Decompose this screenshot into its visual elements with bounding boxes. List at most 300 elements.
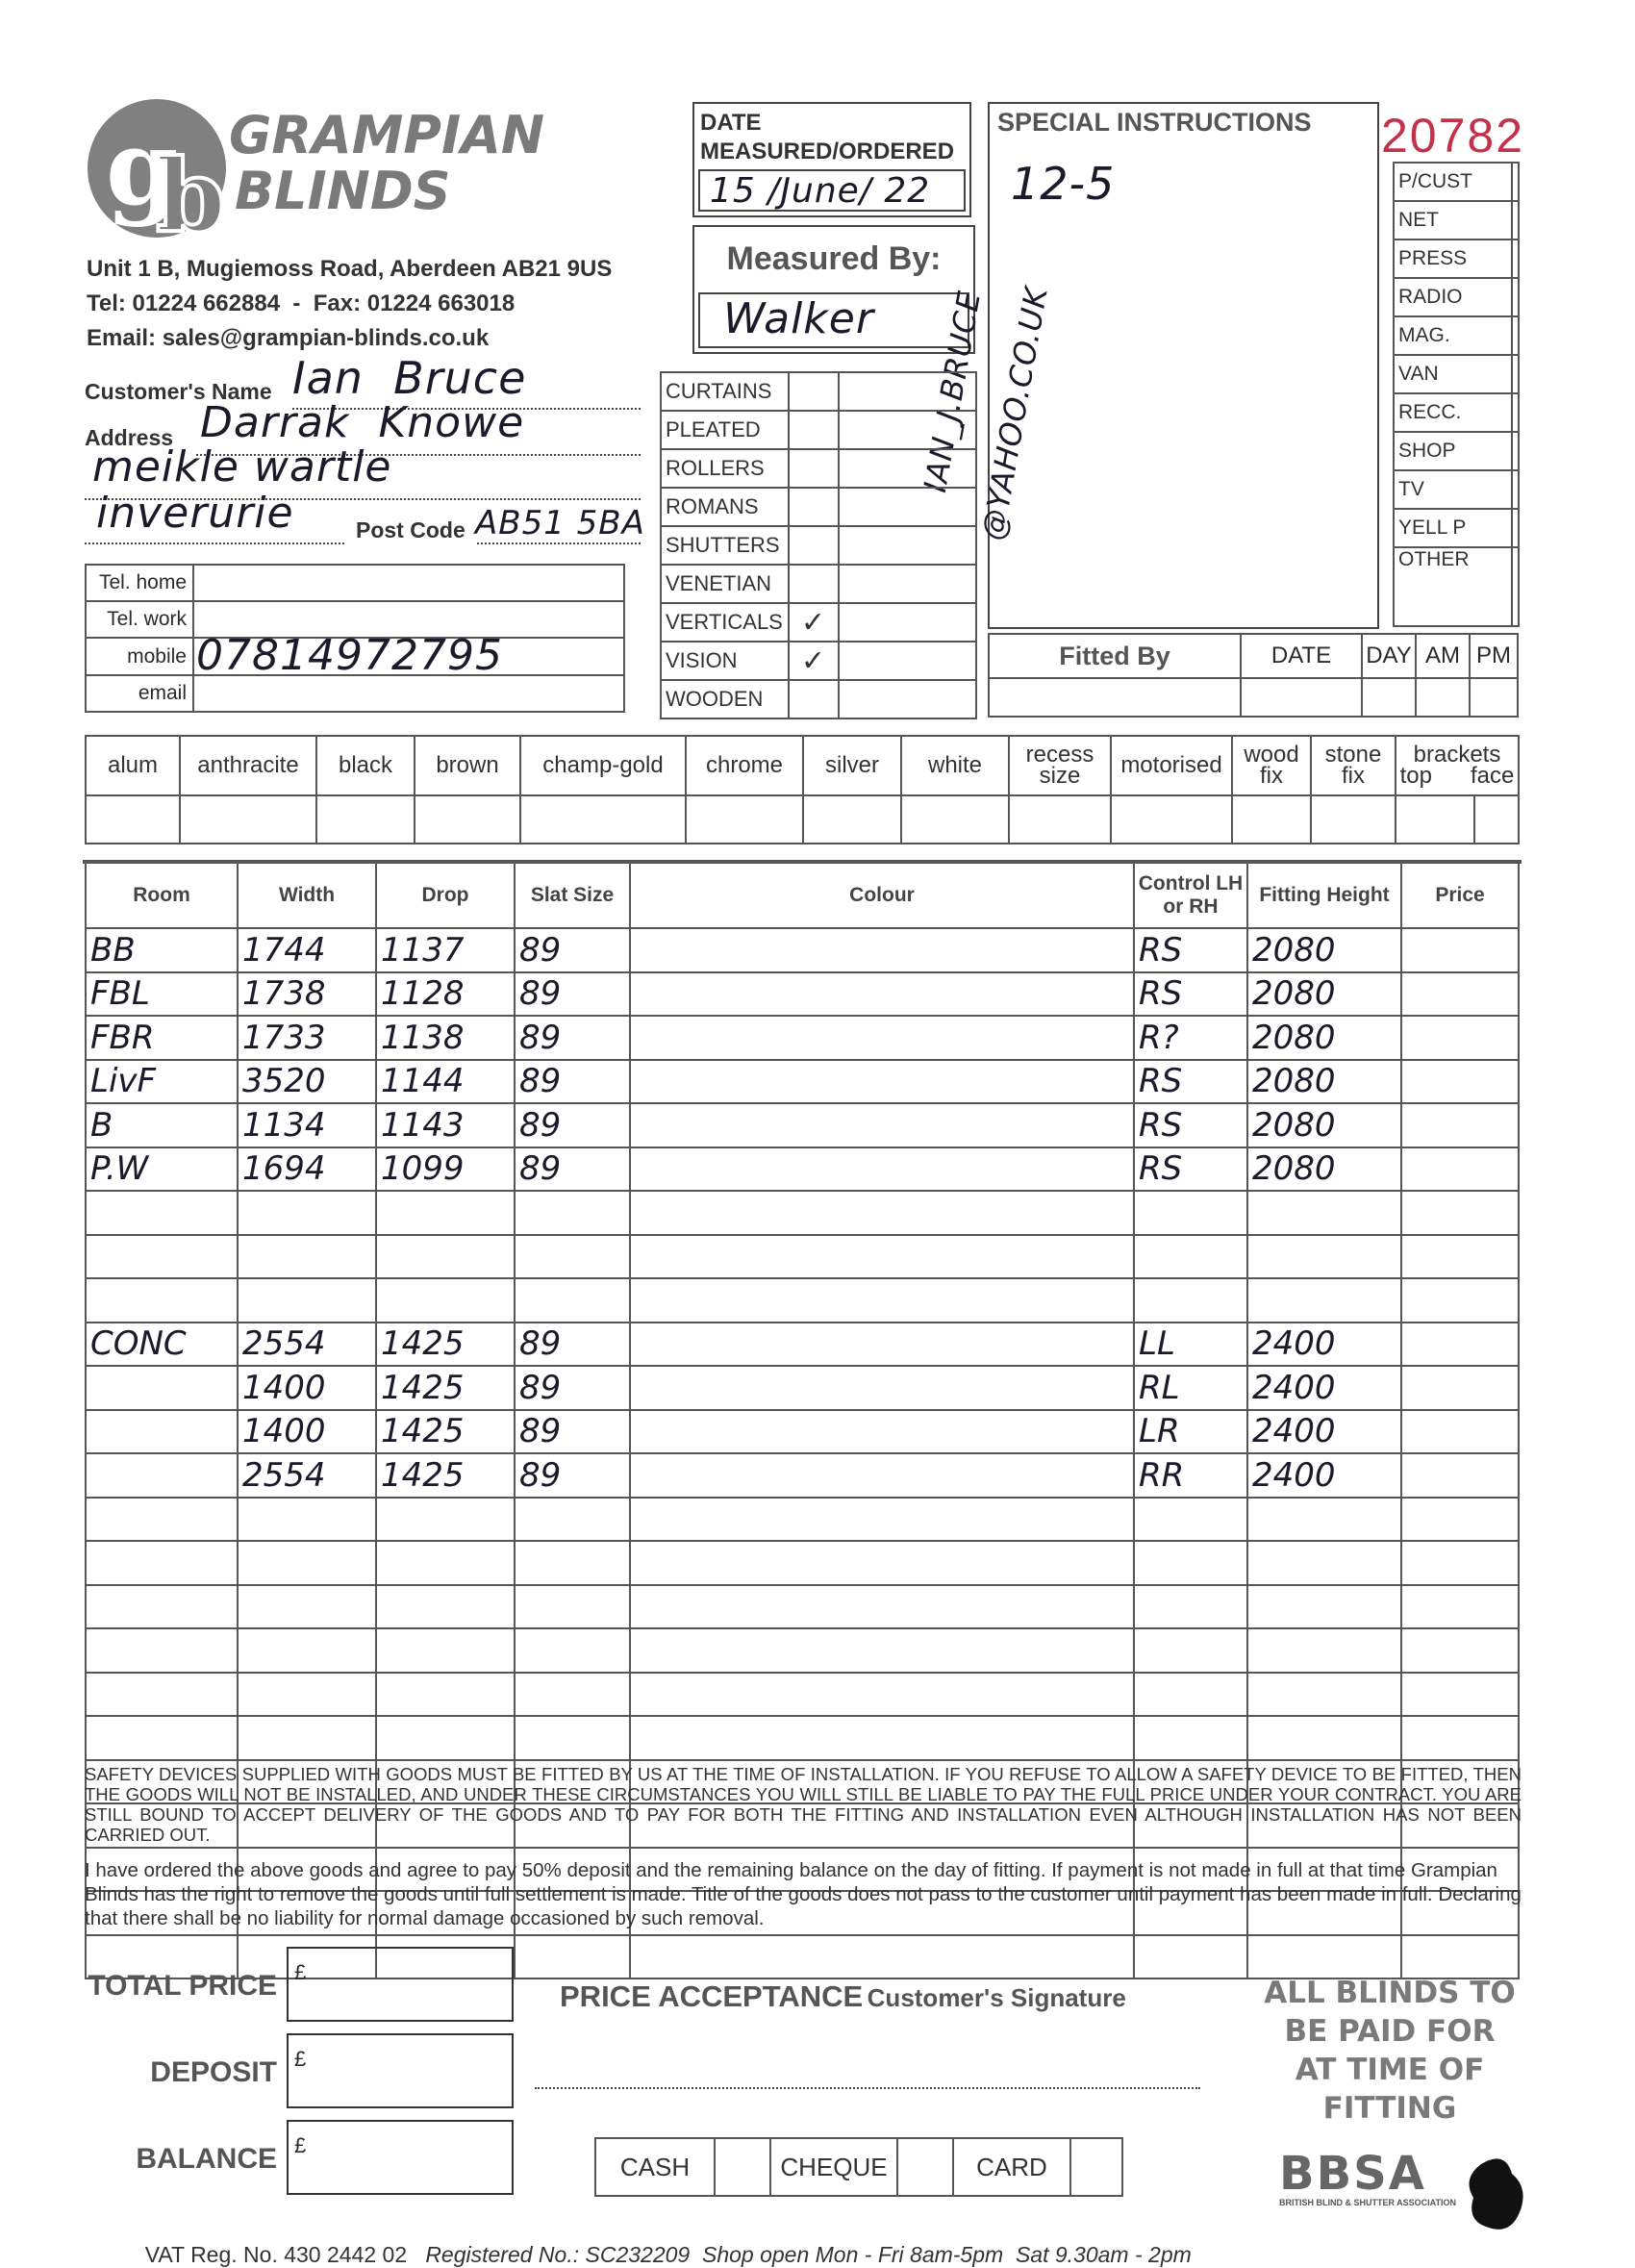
cell-fitting[interactable]: 2400 bbox=[1247, 1410, 1401, 1454]
blind-type-label: VENETIAN bbox=[661, 565, 789, 603]
company-name-line1: GRAMPIAN bbox=[229, 105, 545, 165]
cell-price[interactable] bbox=[1401, 1410, 1519, 1454]
address-value-2: meikle wartle bbox=[92, 442, 392, 491]
table-row bbox=[86, 1060, 1519, 1104]
cell-price[interactable] bbox=[1401, 1673, 1519, 1717]
blind-type-checkbox[interactable] bbox=[789, 372, 839, 411]
fitted-am-label: AM bbox=[1416, 634, 1470, 678]
cell-colour[interactable] bbox=[630, 1103, 1134, 1147]
cell-drop[interactable]: 1128 bbox=[376, 972, 515, 1017]
tel-work-label: Tel. work bbox=[86, 601, 193, 638]
cell-fitting[interactable]: 2080 bbox=[1247, 1103, 1401, 1147]
cell-slat[interactable]: 89 bbox=[515, 1103, 630, 1147]
date-measured-box bbox=[692, 102, 971, 217]
cell-slat[interactable] bbox=[515, 1278, 630, 1323]
source-label: TV bbox=[1394, 470, 1512, 509]
cell-fitting[interactable] bbox=[1247, 1498, 1401, 1542]
cell-slat[interactable]: 89 bbox=[515, 1323, 630, 1367]
fitted-by-field[interactable] bbox=[989, 678, 1241, 717]
blind-type-checkbox[interactable] bbox=[789, 603, 839, 642]
blind-type-label: SHUTTERS bbox=[661, 526, 789, 565]
blind-type-notes[interactable] bbox=[839, 680, 976, 718]
cell-fitting[interactable] bbox=[1247, 1541, 1401, 1585]
blind-type-notes[interactable] bbox=[839, 603, 976, 642]
customer-name-value: Ian Bruce bbox=[292, 352, 527, 404]
cell-colour[interactable] bbox=[630, 1585, 1134, 1629]
card-label: CARD bbox=[953, 2138, 1070, 2196]
cell-slat[interactable]: 89 bbox=[515, 1060, 630, 1104]
cell-slat[interactable] bbox=[515, 1585, 630, 1629]
source-label: OTHER bbox=[1394, 547, 1512, 626]
cell-colour[interactable] bbox=[630, 1366, 1134, 1410]
cell-room[interactable] bbox=[86, 1673, 238, 1717]
cell-control[interactable]: RS bbox=[1134, 1060, 1247, 1104]
color-option-label: recess size bbox=[1009, 736, 1111, 795]
blind-type-notes[interactable] bbox=[839, 526, 976, 565]
color-option-field[interactable] bbox=[520, 795, 686, 844]
cell-price[interactable] bbox=[1401, 1366, 1519, 1410]
balance-field[interactable] bbox=[287, 2120, 514, 2195]
cell-width[interactable]: 2554 bbox=[238, 1453, 376, 1498]
cell-price[interactable] bbox=[1401, 1235, 1519, 1279]
measured-by-box bbox=[692, 225, 975, 354]
postcode-value: AB51 5BA bbox=[475, 504, 645, 542]
brackets-top-field[interactable] bbox=[1396, 795, 1474, 844]
cell-colour[interactable] bbox=[630, 1060, 1134, 1104]
cell-colour[interactable] bbox=[630, 1235, 1134, 1279]
cell-slat[interactable]: 89 bbox=[515, 1366, 630, 1410]
column-header-width: Width bbox=[238, 863, 376, 928]
source-label: RADIO bbox=[1394, 278, 1512, 316]
cell-drop[interactable]: 1143 bbox=[376, 1103, 515, 1147]
cell-drop[interactable] bbox=[376, 1278, 515, 1323]
cell-colour[interactable] bbox=[630, 1673, 1134, 1717]
cell-slat[interactable] bbox=[515, 1673, 630, 1717]
cell-drop[interactable]: 1099 bbox=[376, 1147, 515, 1192]
cell-slat[interactable]: 89 bbox=[515, 1410, 630, 1454]
cell-room[interactable] bbox=[86, 1453, 238, 1498]
cell-room[interactable]: FBL bbox=[86, 972, 238, 1017]
blind-type-checkbox[interactable] bbox=[789, 488, 839, 526]
source-checkbox[interactable] bbox=[1512, 547, 1519, 626]
table-row bbox=[86, 972, 1519, 1017]
cell-colour[interactable] bbox=[630, 1323, 1134, 1367]
cell-price[interactable] bbox=[1401, 1585, 1519, 1629]
cell-fitting[interactable] bbox=[1247, 1628, 1401, 1673]
brackets-header bbox=[1396, 736, 1519, 795]
cell-fitting[interactable] bbox=[1247, 1191, 1401, 1235]
balance-currency: £ bbox=[294, 2133, 307, 2157]
deposit-currency: £ bbox=[294, 2047, 307, 2071]
company-email: Email: sales@grampian-blinds.co.uk bbox=[87, 325, 490, 351]
cell-control[interactable] bbox=[1134, 1278, 1247, 1323]
blind-type-notes[interactable] bbox=[839, 411, 976, 449]
bbsa-logo-caption: BRITISH BLIND & SHUTTER ASSOCIATION bbox=[1279, 2198, 1456, 2207]
cell-control[interactable]: RS bbox=[1134, 1147, 1247, 1192]
color-option-field[interactable] bbox=[415, 795, 520, 844]
cell-width[interactable] bbox=[238, 1498, 376, 1542]
measured-ordered-label: MEASURED/ORDERED bbox=[700, 139, 955, 164]
cell-fitting[interactable]: 2080 bbox=[1247, 972, 1401, 1017]
cell-drop[interactable] bbox=[376, 1498, 515, 1542]
cell-control[interactable] bbox=[1134, 1191, 1247, 1235]
source-checkbox[interactable] bbox=[1512, 393, 1519, 432]
cell-price[interactable] bbox=[1401, 1060, 1519, 1104]
color-option-label: anthracite bbox=[180, 736, 316, 795]
cell-colour[interactable] bbox=[630, 1453, 1134, 1498]
fitted-pm-field[interactable] bbox=[1470, 678, 1518, 717]
blind-type-notes[interactable] bbox=[839, 449, 976, 488]
source-checkbox[interactable] bbox=[1512, 201, 1519, 239]
cell-slat[interactable]: 89 bbox=[515, 1147, 630, 1192]
cell-room[interactable]: BB bbox=[86, 928, 238, 972]
card-checkbox[interactable] bbox=[1070, 2138, 1122, 2196]
cell-slat[interactable]: 89 bbox=[515, 1016, 630, 1060]
cell-control[interactable]: RS bbox=[1134, 972, 1247, 1017]
payment-notice bbox=[1231, 1974, 1548, 2128]
cell-drop[interactable]: 1425 bbox=[376, 1453, 515, 1498]
table-row bbox=[86, 1103, 1519, 1147]
color-options-table bbox=[85, 735, 1520, 844]
column-header-control: Control LH or RH bbox=[1134, 863, 1247, 928]
cell-price[interactable] bbox=[1401, 1628, 1519, 1673]
table-row bbox=[86, 1410, 1519, 1454]
cell-room[interactable] bbox=[86, 1628, 238, 1673]
cell-colour[interactable] bbox=[630, 1147, 1134, 1192]
fitted-am-field[interactable] bbox=[1416, 678, 1470, 717]
source-checkbox[interactable] bbox=[1512, 239, 1519, 278]
cell-width[interactable]: 2554 bbox=[238, 1323, 376, 1367]
cell-fitting[interactable]: 2400 bbox=[1247, 1453, 1401, 1498]
cell-width[interactable]: 1400 bbox=[238, 1366, 376, 1410]
cell-control[interactable]: RL bbox=[1134, 1366, 1247, 1410]
table-row bbox=[86, 1498, 1519, 1542]
cell-width[interactable]: 1733 bbox=[238, 1016, 376, 1060]
table-row bbox=[86, 1147, 1519, 1192]
source-label: VAN bbox=[1394, 355, 1512, 393]
table-row bbox=[86, 1278, 1519, 1323]
color-option-field[interactable] bbox=[86, 795, 180, 844]
terms-text: I have ordered the above goods and agree to pay 50% deposit and the remaining balance on the day of fitting. If payment is not made in full at that time Grampian Blinds has the right to remove the goods until full settlement is made. Title of the goods does not pass to the customer until payment has been made in full. Declaring that there shall be no liability for normal damage occasioned by such removal. bbox=[85, 1859, 1522, 1929]
cell-room[interactable]: B bbox=[86, 1103, 238, 1147]
cell-price[interactable] bbox=[1401, 1103, 1519, 1147]
cell-fitting[interactable] bbox=[1247, 1716, 1401, 1760]
cell-drop[interactable] bbox=[376, 1585, 515, 1629]
special-instructions-label: SPECIAL INSTRUCTIONS bbox=[997, 108, 1312, 137]
cell-width[interactable]: 1400 bbox=[238, 1410, 376, 1454]
cell-control[interactable]: LR bbox=[1134, 1410, 1247, 1454]
cell-control[interactable]: LL bbox=[1134, 1323, 1247, 1367]
fitted-by-label: Fitted By bbox=[989, 634, 1241, 678]
email-label: email bbox=[86, 675, 193, 712]
table-row bbox=[86, 928, 1519, 972]
payment-method-table bbox=[594, 2137, 1123, 2197]
source-checkbox[interactable] bbox=[1512, 509, 1519, 547]
cell-drop[interactable]: 1144 bbox=[376, 1060, 515, 1104]
source-checkbox[interactable] bbox=[1512, 432, 1519, 470]
cell-width[interactable] bbox=[238, 1278, 376, 1323]
cash-checkbox[interactable] bbox=[715, 2138, 770, 2196]
cell-price[interactable] bbox=[1401, 1498, 1519, 1542]
blind-type-label: WOODEN bbox=[661, 680, 789, 718]
cell-room[interactable] bbox=[86, 1585, 238, 1629]
color-option-field[interactable] bbox=[1009, 795, 1111, 844]
cell-slat[interactable] bbox=[515, 1935, 630, 1979]
address-value-3: inverurie bbox=[96, 489, 294, 538]
color-option-label: wood fix bbox=[1232, 736, 1311, 795]
address-label: Address bbox=[85, 425, 174, 450]
blind-type-label: VISION bbox=[661, 642, 789, 680]
color-option-field[interactable] bbox=[803, 795, 901, 844]
source-checkbox[interactable] bbox=[1512, 316, 1519, 355]
blind-type-checkbox[interactable] bbox=[789, 411, 839, 449]
special-note: 12-5 bbox=[1011, 158, 1116, 210]
cell-slat[interactable] bbox=[515, 1191, 630, 1235]
measured-by-label: Measured By: bbox=[726, 240, 942, 277]
cell-width[interactable] bbox=[238, 1585, 376, 1629]
cell-control[interactable] bbox=[1134, 1235, 1247, 1279]
cell-fitting[interactable] bbox=[1247, 1278, 1401, 1323]
cell-price[interactable] bbox=[1401, 1278, 1519, 1323]
cell-drop[interactable]: 1138 bbox=[376, 1016, 515, 1060]
cell-colour[interactable] bbox=[630, 1498, 1134, 1542]
mobile-field[interactable] bbox=[193, 631, 624, 680]
color-option-field[interactable] bbox=[180, 795, 316, 844]
cell-width[interactable] bbox=[238, 1628, 376, 1673]
cell-colour[interactable] bbox=[630, 1716, 1134, 1760]
cell-room[interactable] bbox=[86, 1278, 238, 1323]
table-row bbox=[86, 1716, 1519, 1760]
source-checkbox[interactable] bbox=[1512, 470, 1519, 509]
balance-label: BALANCE bbox=[136, 2143, 277, 2175]
source-checkbox[interactable] bbox=[1512, 278, 1519, 316]
blind-type-checkbox[interactable] bbox=[789, 680, 839, 718]
cell-control[interactable]: R? bbox=[1134, 1016, 1247, 1060]
cell-width[interactable]: 1738 bbox=[238, 972, 376, 1017]
blind-type-label: PLEATED bbox=[661, 411, 789, 449]
source-label: PRESS bbox=[1394, 239, 1512, 278]
cell-width[interactable]: 1134 bbox=[238, 1103, 376, 1147]
source-label: RECC. bbox=[1394, 393, 1512, 432]
cell-price[interactable] bbox=[1401, 1016, 1519, 1060]
color-option-label: chrome bbox=[686, 736, 803, 795]
cell-room[interactable] bbox=[86, 1410, 238, 1454]
cell-room[interactable] bbox=[86, 1235, 238, 1279]
source-checkbox[interactable] bbox=[1512, 163, 1519, 201]
cell-price[interactable] bbox=[1401, 1935, 1519, 1979]
blind-type-checkbox[interactable] bbox=[789, 642, 839, 680]
cell-room[interactable]: P.W bbox=[86, 1147, 238, 1192]
cell-drop[interactable]: 1137 bbox=[376, 928, 515, 972]
color-option-field[interactable] bbox=[1311, 795, 1396, 844]
total-currency: £ bbox=[294, 1960, 307, 1984]
cell-drop[interactable] bbox=[376, 1673, 515, 1717]
table-row bbox=[86, 1016, 1519, 1060]
cell-control[interactable]: RS bbox=[1134, 1103, 1247, 1147]
color-option-field[interactable] bbox=[316, 795, 415, 844]
cheque-checkbox[interactable] bbox=[897, 2138, 953, 2196]
cell-price[interactable] bbox=[1401, 928, 1519, 972]
cell-colour[interactable] bbox=[630, 1016, 1134, 1060]
cell-fitting[interactable] bbox=[1247, 1585, 1401, 1629]
color-option-label: white bbox=[901, 736, 1009, 795]
cell-width[interactable]: 1744 bbox=[238, 928, 376, 972]
tel-home-label: Tel. home bbox=[86, 565, 193, 601]
blind-type-label: ROMANS bbox=[661, 488, 789, 526]
safety-notice: SAFETY DEVICES SUPPLIED WITH GOODS MUST BE FITTED BY US AT THE TIME OF INSTALLATION. IF YOU REFUSE TO ALLOW A SAFETY DEVICE TO BE FITTED, THEN THE GOODS WILL NOT BE INSTALLED, AND UNDER THESE CIRCUMSTANCES YOU WILL STILL BE LIABLE TO PAY THE FULL PRICE UNDER YOUR CONTRACT. YOU ARE STILL BOUND TO ACCEPT DELIVERY OF THE GOODS AND TO PAY FOR BOTH THE FITTING AND INSTALLATION EVEN ALTHOUGH INSTALLATION HAS NOT BEEN CARRIED OUT. bbox=[85, 1764, 1522, 1845]
cell-width[interactable] bbox=[238, 1191, 376, 1235]
cell-room[interactable] bbox=[86, 1498, 238, 1542]
cell-drop[interactable] bbox=[376, 1191, 515, 1235]
cell-slat[interactable]: 89 bbox=[515, 928, 630, 972]
total-price-field[interactable] bbox=[287, 1947, 514, 2022]
cell-slat[interactable] bbox=[515, 1235, 630, 1279]
blind-type-table bbox=[660, 371, 977, 719]
cell-width[interactable] bbox=[238, 1541, 376, 1585]
color-option-label: champ-gold bbox=[520, 736, 686, 795]
contact-table bbox=[85, 564, 625, 713]
blind-type-label: VERTICALS bbox=[661, 603, 789, 642]
cell-colour[interactable] bbox=[630, 1278, 1134, 1323]
column-header-price: Price bbox=[1401, 863, 1519, 928]
cell-fitting[interactable] bbox=[1247, 1673, 1401, 1717]
cell-fitting[interactable] bbox=[1247, 1235, 1401, 1279]
cell-width[interactable] bbox=[238, 1235, 376, 1279]
cell-colour[interactable] bbox=[630, 1628, 1134, 1673]
cell-room[interactable] bbox=[86, 1541, 238, 1585]
cell-control[interactable] bbox=[1134, 1498, 1247, 1542]
cell-fitting[interactable]: 2080 bbox=[1247, 1147, 1401, 1192]
cell-slat[interactable]: 89 bbox=[515, 1453, 630, 1498]
fitted-day-label: DAY bbox=[1362, 634, 1416, 678]
table-row bbox=[86, 1366, 1519, 1410]
cell-room[interactable]: CONC bbox=[86, 1323, 238, 1367]
source-label: MAG. bbox=[1394, 316, 1512, 355]
fitted-date-field[interactable] bbox=[1241, 678, 1362, 717]
cell-slat[interactable] bbox=[515, 1541, 630, 1585]
cell-price[interactable] bbox=[1401, 972, 1519, 1017]
column-header-drop: Drop bbox=[376, 863, 515, 928]
date-value: 15 /June/ 22 bbox=[710, 171, 931, 211]
brackets-face-field[interactable] bbox=[1474, 795, 1519, 844]
cell-colour[interactable] bbox=[630, 1935, 1134, 1979]
cell-control[interactable]: RS bbox=[1134, 928, 1247, 972]
cell-control[interactable]: RR bbox=[1134, 1453, 1247, 1498]
blind-type-notes[interactable] bbox=[839, 642, 976, 680]
cell-width[interactable] bbox=[238, 1673, 376, 1717]
color-option-field[interactable] bbox=[1232, 795, 1311, 844]
cell-price[interactable] bbox=[1401, 1191, 1519, 1235]
cell-fitting[interactable]: 2080 bbox=[1247, 928, 1401, 972]
cell-room[interactable]: LivF bbox=[86, 1060, 238, 1104]
cell-drop[interactable] bbox=[376, 1716, 515, 1760]
cell-fitting[interactable]: 2080 bbox=[1247, 1016, 1401, 1060]
cell-price[interactable] bbox=[1401, 1147, 1519, 1192]
fitted-by-table bbox=[988, 633, 1519, 718]
cell-room[interactable] bbox=[86, 1366, 238, 1410]
price-acceptance-title: PRICE ACCEPTANCE bbox=[560, 1979, 864, 2013]
blind-type-notes[interactable] bbox=[839, 565, 976, 603]
cell-drop[interactable] bbox=[376, 1541, 515, 1585]
cell-price[interactable] bbox=[1401, 1453, 1519, 1498]
cell-fitting[interactable]: 2400 bbox=[1247, 1323, 1401, 1367]
table-row bbox=[86, 1585, 1519, 1629]
color-option-label: motorised bbox=[1111, 736, 1232, 795]
cell-room[interactable] bbox=[86, 1716, 238, 1760]
notice-line2: BE PAID FOR bbox=[1284, 2014, 1496, 2049]
notice-line4: FITTING bbox=[1322, 2091, 1457, 2126]
blind-type-label: ROLLERS bbox=[661, 449, 789, 488]
signature-line[interactable] bbox=[535, 2087, 1200, 2089]
cell-drop[interactable]: 1425 bbox=[376, 1323, 515, 1367]
cell-drop[interactable] bbox=[376, 1628, 515, 1673]
cell-price[interactable] bbox=[1401, 1716, 1519, 1760]
cell-room[interactable] bbox=[86, 1191, 238, 1235]
source-label: YELL P bbox=[1394, 509, 1512, 547]
cell-colour[interactable] bbox=[630, 1191, 1134, 1235]
cell-control[interactable] bbox=[1134, 1935, 1247, 1979]
cell-slat[interactable] bbox=[515, 1716, 630, 1760]
cell-colour[interactable] bbox=[630, 972, 1134, 1017]
notice-line3: AT TIME OF bbox=[1295, 2053, 1485, 2087]
deposit-field[interactable] bbox=[287, 2033, 514, 2108]
column-header-room: Room bbox=[86, 863, 238, 928]
source-label: P/CUST bbox=[1394, 163, 1512, 201]
vat-number: VAT Reg. No. 430 2442 02 bbox=[144, 2242, 408, 2267]
cell-control[interactable] bbox=[1134, 1673, 1247, 1717]
cell-slat[interactable]: 89 bbox=[515, 972, 630, 1017]
cell-colour[interactable] bbox=[630, 1410, 1134, 1454]
cell-room[interactable]: FBR bbox=[86, 1016, 238, 1060]
cell-colour[interactable] bbox=[630, 928, 1134, 972]
color-option-field[interactable] bbox=[901, 795, 1009, 844]
ink-smudge bbox=[1452, 2145, 1539, 2241]
column-header-slat: Slat Size bbox=[515, 863, 630, 928]
cell-width[interactable]: 3520 bbox=[238, 1060, 376, 1104]
email-field[interactable] bbox=[193, 675, 624, 712]
cell-drop[interactable]: 1425 bbox=[376, 1410, 515, 1454]
blind-type-checkbox[interactable] bbox=[789, 565, 839, 603]
cell-width[interactable]: 1694 bbox=[238, 1147, 376, 1192]
column-header-fitting: Fitting Height bbox=[1247, 863, 1401, 928]
cell-control[interactable] bbox=[1134, 1628, 1247, 1673]
fitted-day-field[interactable] bbox=[1362, 678, 1416, 717]
cell-drop[interactable]: 1425 bbox=[376, 1366, 515, 1410]
cell-price[interactable] bbox=[1401, 1323, 1519, 1367]
source-checkbox[interactable] bbox=[1512, 355, 1519, 393]
cell-slat[interactable] bbox=[515, 1628, 630, 1673]
cell-control[interactable] bbox=[1134, 1585, 1247, 1629]
blind-type-notes[interactable] bbox=[839, 372, 976, 411]
cell-control[interactable] bbox=[1134, 1716, 1247, 1760]
cell-fitting[interactable]: 2400 bbox=[1247, 1366, 1401, 1410]
cell-drop[interactable] bbox=[376, 1235, 515, 1279]
customer-signature-label: Customer's Signature bbox=[867, 1983, 1126, 2012]
color-option-field[interactable] bbox=[1111, 795, 1232, 844]
cell-width[interactable] bbox=[238, 1716, 376, 1760]
cell-colour[interactable] bbox=[630, 1541, 1134, 1585]
cell-price[interactable] bbox=[1401, 1541, 1519, 1585]
blind-type-checkbox[interactable] bbox=[789, 449, 839, 488]
color-option-field[interactable] bbox=[686, 795, 803, 844]
cell-control[interactable] bbox=[1134, 1541, 1247, 1585]
cell-fitting[interactable]: 2080 bbox=[1247, 1060, 1401, 1104]
cell-fitting[interactable] bbox=[1247, 1935, 1401, 1979]
blind-type-notes[interactable] bbox=[839, 488, 976, 526]
cell-slat[interactable] bbox=[515, 1498, 630, 1542]
blind-type-checkbox[interactable] bbox=[789, 526, 839, 565]
tel-home-field[interactable] bbox=[193, 565, 624, 601]
